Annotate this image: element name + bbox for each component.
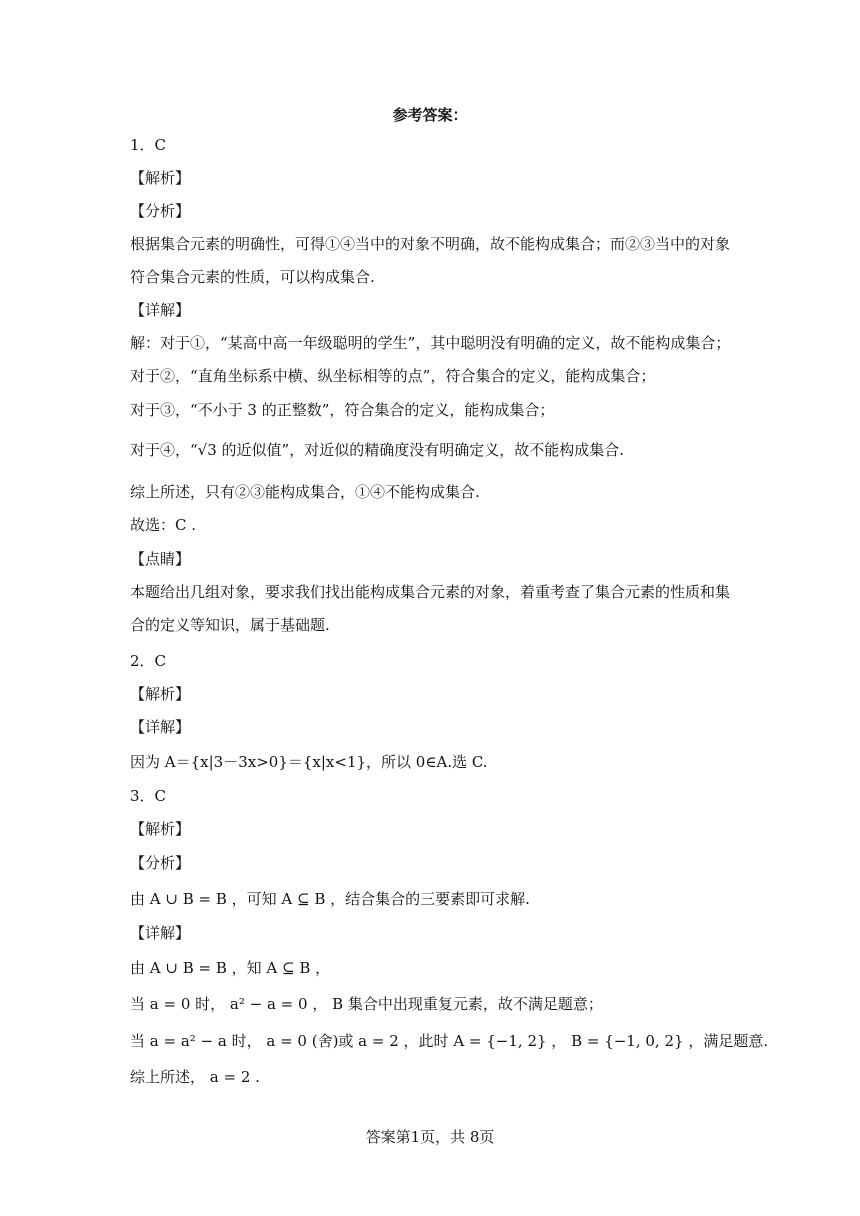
text-line: 符合集合元素的性质，可以构成集合.: [130, 268, 375, 286]
text-line: 【解析】: [130, 820, 191, 838]
page-title: 参考答案：: [392, 106, 468, 124]
text-line: 1．C: [130, 136, 167, 154]
text-line: 解：对于①，“某高中高一年级聪明的学生”，其中聪明没有明确的定义，故不能构成集合；: [130, 334, 731, 352]
text-line: 对于②，“直角坐标系中横、纵坐标相等的点”，符合集合的定义，能构成集合；: [130, 367, 656, 385]
text-line: 【详解】: [130, 924, 191, 942]
text-line: 当 a = a² − a 时， a = 0 (舍)或 a = 2 ，此时 A = {−1, 2} ， B = {−1, 0, 2} ，满足题意.: [130, 1032, 769, 1050]
text-line: 【解析】: [130, 169, 191, 187]
text-line: 综上所述，只有②③能构成集合，①④不能构成集合.: [130, 483, 480, 501]
text-line: 综上所述， a = 2 .: [130, 1068, 260, 1086]
text-line: 故选：C .: [130, 516, 197, 534]
text-line: 对于④，“√3 的近似值”，对近似的精确度没有明确定义，故不能构成集合.: [130, 441, 624, 459]
text-line: 由 A ∪ B = B ，知 A ⊆ B ，: [130, 959, 331, 977]
text-line: 本题给出几组对象，要求我们找出能构成集合元素的对象，着重考查了集合元素的性质和集: [130, 583, 731, 601]
text-line: 【点睛】: [130, 550, 191, 568]
text-line: 当 a = 0 时， a² − a = 0 ， B 集合中出现重复元素，故不满足题意；: [130, 995, 603, 1013]
text-line: 【详解】: [130, 301, 191, 319]
text-line: 【解析】: [130, 685, 191, 703]
text-line: 【详解】: [130, 718, 191, 736]
text-line: 由 A ∪ B = B ，可知 A ⊆ B ，结合集合的三要素即可求解.: [130, 890, 530, 908]
text-line: 2．C: [130, 652, 167, 670]
text-line: 【分析】: [130, 854, 191, 872]
page-footer: 答案第1页，共 8页: [365, 1128, 495, 1146]
text-line: 3．C: [130, 787, 167, 805]
text-line: 合的定义等知识，属于基础题.: [130, 616, 330, 634]
text-line: 根据集合元素的明确性，可得①④当中的对象不明确，故不能构成集合；而②③当中的对象: [130, 235, 731, 253]
text-line: 因为 A＝{x|3－3x>0}＝{x|x<1}，所以 0∈A.选 C.: [130, 753, 488, 771]
text-line: 【分析】: [130, 202, 191, 220]
text-line: 对于③，“不小于 3 的正整数”，符合集合的定义，能构成集合；: [130, 401, 555, 419]
